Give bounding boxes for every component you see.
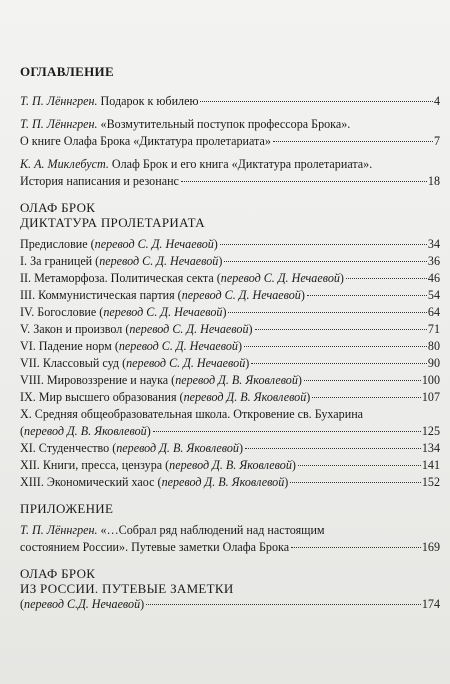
dot-leader bbox=[200, 101, 432, 102]
toc-entry[interactable]: XI. Студенчество (перевод Д. В. Яковлевой) 134 bbox=[20, 441, 440, 455]
entry-author: К. А. Миклебуст. bbox=[20, 157, 109, 171]
dot-leader bbox=[220, 244, 427, 245]
dot-leader bbox=[307, 295, 427, 296]
book2-title: ИЗ РОССИИ. ПУТЕВЫЕ ЗАМЕТКИ bbox=[20, 581, 234, 596]
translator: перевод С. Д. Нечаевой bbox=[181, 288, 301, 302]
dot-leader bbox=[273, 141, 433, 142]
translator: перевод С. Д. Нечаевой bbox=[94, 237, 214, 251]
dot-leader bbox=[291, 547, 421, 548]
translator: перевод Д. В. Яковлевой bbox=[24, 424, 147, 438]
entry-author: Т. П. Лённгрен. bbox=[20, 117, 98, 131]
entry-author: Т. П. Лённгрен. bbox=[20, 94, 98, 108]
book1-title: ДИКТАТУРА ПРОЛЕТАРИАТА bbox=[20, 215, 205, 230]
page-number: 64 bbox=[427, 305, 440, 319]
table-of-contents bbox=[20, 64, 440, 613]
dot-leader bbox=[224, 261, 427, 262]
toc-entry[interactable]: II. Метаморфоза. Политическая секта (перевод С. Д. Нечаевой) 46 bbox=[20, 271, 440, 285]
toc-entry[interactable]: IX. Мир высшего образования (перевод Д. В. Яковлевой) 107 bbox=[20, 390, 440, 404]
toc-entry[interactable]: III. Коммунистическая партия (перевод С. Д. Нечаевой) 54 bbox=[20, 288, 440, 302]
page-number: 80 bbox=[427, 339, 440, 353]
translator: перевод Д. В. Яковлевой bbox=[183, 390, 307, 404]
toc-entry-appendix[interactable] bbox=[20, 522, 440, 556]
entry-title: «…Собрал ряд наблюдений над настоящим bbox=[97, 523, 325, 537]
toc-entry-chapter-x[interactable]: X. Средняя общеобразовательная школа. Откровение св. Бухарина (перевод Д. В. Яковлевой) 125 bbox=[20, 407, 440, 438]
dot-leader bbox=[153, 431, 421, 432]
toc-heading: ОГЛАВЛЕНИЕ bbox=[20, 64, 114, 79]
entry-title-cont: О книге Олафа Брока «Диктатура пролетариата» bbox=[20, 134, 271, 148]
translator: перевод Д. В. Яковлевой bbox=[175, 373, 298, 387]
page-number: 169 bbox=[421, 540, 440, 554]
dot-leader bbox=[298, 465, 421, 466]
entry-title: III. Коммунистическая партия ( bbox=[20, 288, 182, 302]
page-number: 18 bbox=[427, 174, 440, 188]
entry-title: VI. Падение норм ( bbox=[20, 339, 119, 353]
toc-entry-jubilee[interactable] bbox=[20, 93, 440, 110]
entry-title: IV. Богословие ( bbox=[20, 305, 104, 319]
entry-title: V. Закон и произвол ( bbox=[20, 322, 130, 336]
book2-author: ОЛАФ БРОК bbox=[20, 566, 96, 581]
dot-leader bbox=[181, 181, 427, 182]
toc-entry[interactable]: XIII. Экономический хаос (перевод Д. В. Яковлевой) 152 bbox=[20, 475, 440, 489]
translator: перевод Д. В. Яковлевой bbox=[161, 475, 285, 489]
entry-title: II. Метаморфоза. Политическая секта ( bbox=[20, 271, 221, 285]
entry-title: X. Средняя общеобразовательная школа. Откровение св. Бухарина bbox=[20, 407, 364, 421]
entry-title: XII. Книги, пресса, цензура ( bbox=[20, 458, 170, 472]
toc-entry-brock-deed[interactable] bbox=[20, 116, 440, 150]
page-number: 141 bbox=[421, 458, 440, 472]
book1-author: ОЛАФ БРОК bbox=[20, 200, 96, 215]
toc-entry-travel-notes[interactable]: (перевод С.Д. Нечаевой) 174 bbox=[20, 597, 440, 611]
page-number: 46 bbox=[427, 271, 440, 285]
entry-title: VIII. Мировоззрение и наука ( bbox=[20, 373, 176, 387]
entry-title: I. За границей ( bbox=[20, 254, 100, 268]
book1-chapters bbox=[20, 236, 440, 406]
translator: перевод С. Д. Нечаевой bbox=[220, 271, 340, 285]
page-number: 107 bbox=[421, 390, 440, 404]
entry-title: «Возмутительный поступок профессора Брока». bbox=[97, 117, 351, 131]
dot-leader bbox=[244, 346, 427, 347]
translator: перевод Д. В. Яковлевой bbox=[116, 441, 239, 455]
toc-entry[interactable]: V. Закон и произвол (перевод С. Д. Нечаевой) 71 bbox=[20, 322, 440, 336]
page-number: 36 bbox=[427, 254, 440, 268]
page-number: 125 bbox=[421, 424, 440, 438]
toc-entry[interactable]: Предисловие (перевод С. Д. Нечаевой) 34 bbox=[20, 237, 440, 251]
toc-entry[interactable]: XII. Книги, пресса, цензура (перевод Д. В. Яковлевой) 141 bbox=[20, 458, 440, 472]
entry-title: IX. Мир высшего образования ( bbox=[20, 390, 184, 404]
entry-title: Олаф Брок и его книга «Диктатура пролетариата». bbox=[108, 157, 373, 171]
toc-entry[interactable]: I. За границей (перевод С. Д. Нечаевой) 36 bbox=[20, 254, 440, 268]
entry-author: Т. П. Лённгрен. bbox=[20, 523, 98, 537]
translator: перевод С. Д. Нечаевой bbox=[126, 356, 246, 370]
translator: перевод С.Д. Нечаевой bbox=[24, 597, 141, 611]
translator: перевод С. Д. Нечаевой bbox=[118, 339, 238, 353]
entry-title-cont: состоянием России». Путевые заметки Олафа Брока bbox=[20, 540, 290, 554]
dot-leader bbox=[255, 329, 427, 330]
translator: перевод С. Д. Нечаевой bbox=[99, 254, 219, 268]
entry-title: XI. Студенчество ( bbox=[20, 441, 117, 455]
page-number: 34 bbox=[427, 237, 440, 251]
page-number: 100 bbox=[421, 373, 440, 387]
page-number: 152 bbox=[421, 475, 440, 489]
toc-entry[interactable]: VIII. Мировоззрение и наука (перевод Д. В. Яковлевой) 100 bbox=[20, 373, 440, 387]
toc-entry[interactable]: VII. Классовый суд (перевод С. Д. Нечаевой) 90 bbox=[20, 356, 440, 370]
translator: перевод С. Д. Нечаевой bbox=[103, 305, 223, 319]
entry-title-cont: История написания и резонанс bbox=[20, 174, 179, 188]
toc-entry[interactable]: VI. Падение норм (перевод С. Д. Нечаевой) 80 bbox=[20, 339, 440, 353]
translator: перевод С. Д. Нечаевой bbox=[129, 322, 249, 336]
dot-leader bbox=[290, 482, 421, 483]
page-number: 71 bbox=[427, 322, 440, 336]
page-number: 54 bbox=[427, 288, 440, 302]
book1-chapters-continued bbox=[20, 440, 440, 491]
dot-leader bbox=[245, 448, 421, 449]
dot-leader bbox=[251, 363, 427, 364]
dot-leader bbox=[146, 604, 421, 605]
dot-leader bbox=[304, 380, 421, 381]
dot-leader bbox=[228, 312, 426, 313]
toc-entry[interactable]: IV. Богословие (перевод С. Д. Нечаевой) 64 bbox=[20, 305, 440, 319]
page-number: 134 bbox=[421, 441, 440, 455]
dot-leader bbox=[312, 397, 421, 398]
appendix-heading: ПРИЛОЖЕНИЕ bbox=[20, 501, 114, 516]
entry-title: Предисловие ( bbox=[20, 237, 95, 251]
entry-title: XIII. Экономический хаос ( bbox=[20, 475, 162, 489]
translator: перевод Д. В. Яковлевой bbox=[169, 458, 292, 472]
toc-entry-myklebust[interactable] bbox=[20, 156, 440, 190]
entry-title: Подарок к юбилею bbox=[97, 94, 199, 108]
dot-leader bbox=[346, 278, 427, 279]
entry-title: VII. Классовый суд ( bbox=[20, 356, 127, 370]
page-number: 90 bbox=[427, 356, 440, 370]
page-number: 174 bbox=[421, 597, 440, 611]
page-number: 4 bbox=[433, 94, 440, 108]
page-number: 7 bbox=[433, 134, 440, 148]
